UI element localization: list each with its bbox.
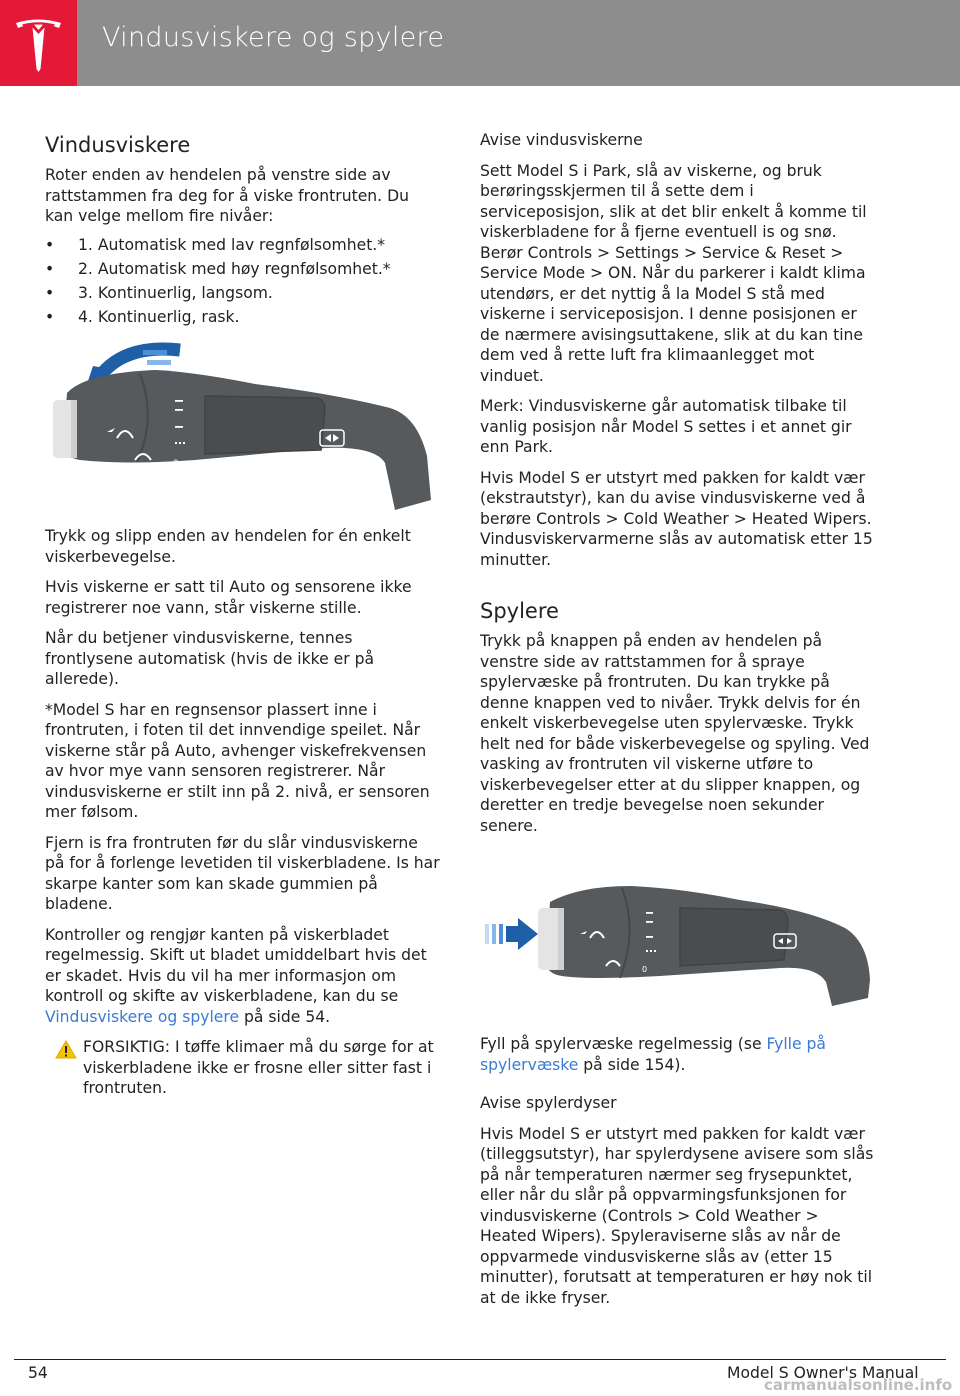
- paragraph-text: på side 154).: [578, 1055, 686, 1074]
- list-item: • 3. Kontinuerlig, langsom.: [45, 283, 440, 304]
- subheading-service-position: Avise vindusviskerne: [480, 131, 643, 149]
- section-heading-washers: Spylere: [480, 599, 559, 623]
- paragraph: Hvis viskerne er satt til Auto og sensorene ikke registrerer noe vann, står viskerne stille.: [45, 578, 412, 617]
- paragraph: Hvis Model S er utstyrt med pakken for kaldt vær (tilleggsutstyr), har spylerdysene avisere som slås på når temperaturen nærmer seg frysepunktet, eller når du slår på oppvarmingsfunksjonen for vindusviskerne (Controls > Cold Weather > Heated Wipers). Spyleraviserne slås av når de oppvarmede vindusviskerne slås av (etter 15 minutter), forutsatt at temperaturen er høy nok til at de ikke fryser.: [480, 1124, 874, 1307]
- paragraph-text: Kontroller og rengjør kanten på viskerbladet regelmessig. Skift ut bladet umiddelbart hvis det er skadet. Hvis du vil ha mer informasjon om kontroll og skifte av viskerbladene, kan du se: [45, 925, 427, 1005]
- list-item: • 1. Automatisk med lav regnfølsomhet.*: [45, 235, 440, 256]
- caution-text: FORSIKTIG: I tøffe klimaer må du sørge for at viskerbladene ikke er frosne eller sitter fast i frontruten.: [83, 1038, 434, 1097]
- footer-divider: [14, 1359, 946, 1360]
- wiper-levels-list: [45, 235, 440, 328]
- manual-title: Model S Owner's Manual: [727, 1364, 919, 1382]
- page-number: 54: [28, 1364, 48, 1382]
- paragraph: Trykk på knappen på enden av hendelen på venstre side av rattstammen for å spraye spylervæske på frontruten. Du kan trykke på denne knappen ved to nivåer. Trykk delvis for én enkelt viskerbevegelse uten spylervæske. Trykk helt ned for både viskerbevegelse og spyling. Ved vasking av frontruten vil viskerne utføre to viskerbevegelser etter at du slipper knappen, og deretter en tredje bevegelse noen sekunder senere.: [480, 632, 870, 835]
- subheading-washer-jets: Avise spylerdyser: [480, 1094, 617, 1112]
- link-fill-washer-fluid[interactable]: Fylle på spylervæske: [480, 1035, 826, 1074]
- warning-icon: [55, 1040, 77, 1059]
- svg-text:0: 0: [642, 965, 648, 974]
- caution-note: [45, 1037, 440, 1099]
- paragraph: Sett Model S i Park, slå av viskerne, og bruk berøringsskjermen til å sette dem i serviceposisjon, slik at det blir enkelt å komme til viskerbladene for å fjerne eventuell is og snø. Berør Controls > Settings > Service & Reset > Service Mode > ON. Når du parkerer i kaldt klima utendørs, er det nyttig å la Model S stå med viskerne i serviceposisjon. I denne posisjonen er de nærmere avisingsuttakene, slik at du kan tine dem ved å rette luft fra klimaanlegget mot vinduet.: [480, 161, 867, 385]
- paragraph: *Model S har en regnsensor plassert inne i frontruten, i foten til det innvendige speilet. Når viskerne står på Auto, avhenger viskefrekvensen av hvor mye vann sensoren registrerer. Når vindusviskerne er stilt inn på 2. nivå, er sensoren mer følsom.: [45, 700, 430, 821]
- paragraph: Fjern is fra frontruten før du slår vindusviskerne på for å forlenge levetiden til viskerbladene. Is har skarpe kanter som kan skade gummien på bladene.: [45, 833, 440, 913]
- page-title: Vindusviskere og spylere: [102, 22, 445, 53]
- right-column-lower: [480, 1034, 875, 1308]
- paragraph: Trykk og slipp enden av hendelen for én enkelt viskerbevegelse.: [45, 527, 411, 566]
- list-item: • 4. Kontinuerlig, rask.: [45, 307, 440, 328]
- push-arrow-icon: [485, 918, 538, 950]
- link-wipers-washers[interactable]: Vindusviskere og spylere: [45, 1007, 240, 1026]
- washer-stalk-illustration: [480, 880, 875, 1019]
- paragraph: [480, 1034, 875, 1075]
- paragraph: Når du betjener vindusviskerne, tennes frontlysene automatisk (hvis de ikke er på allerede).: [45, 629, 375, 688]
- tesla-logo-icon: [13, 17, 64, 73]
- page-header: [0, 0, 960, 86]
- tesla-logo: [0, 0, 77, 86]
- paragraph-text: på side 54.: [239, 1007, 331, 1026]
- list-item: • 2. Automatisk med høy regnfølsomhet.*: [45, 259, 440, 280]
- left-column: [45, 132, 440, 331]
- right-column: [480, 130, 875, 836]
- wiper-stalk-illustration: [45, 338, 440, 517]
- watermark: carmanualsonline.info: [764, 1376, 953, 1394]
- section-heading-wipers: Vindusviskere: [45, 133, 191, 157]
- paragraph: Hvis Model S er utstyrt med pakken for kaldt vær (ekstrautstyr), kan du avise vindusviskerne ved å berøre Controls > Cold Weather > Heated Wipers. Vindusviskervarmerne slås av automatisk etter 15 minutter.: [480, 468, 873, 569]
- note-text: Merk: Vindusviskerne går automatisk tilbake til vanlig posisjon når Model S settes i et annet gir enn Park.: [480, 397, 852, 456]
- svg-text:0: 0: [173, 459, 179, 469]
- paragraph-text: Fyll på spylervæske regelmessig (se: [480, 1035, 767, 1053]
- left-column-lower: [45, 526, 440, 1099]
- paragraph: [45, 925, 440, 1028]
- wipers-intro: Roter enden av hendelen på venstre side av rattstammen fra deg for å viske frontruten. Du kan velge mellom fire nivåer:: [45, 166, 409, 225]
